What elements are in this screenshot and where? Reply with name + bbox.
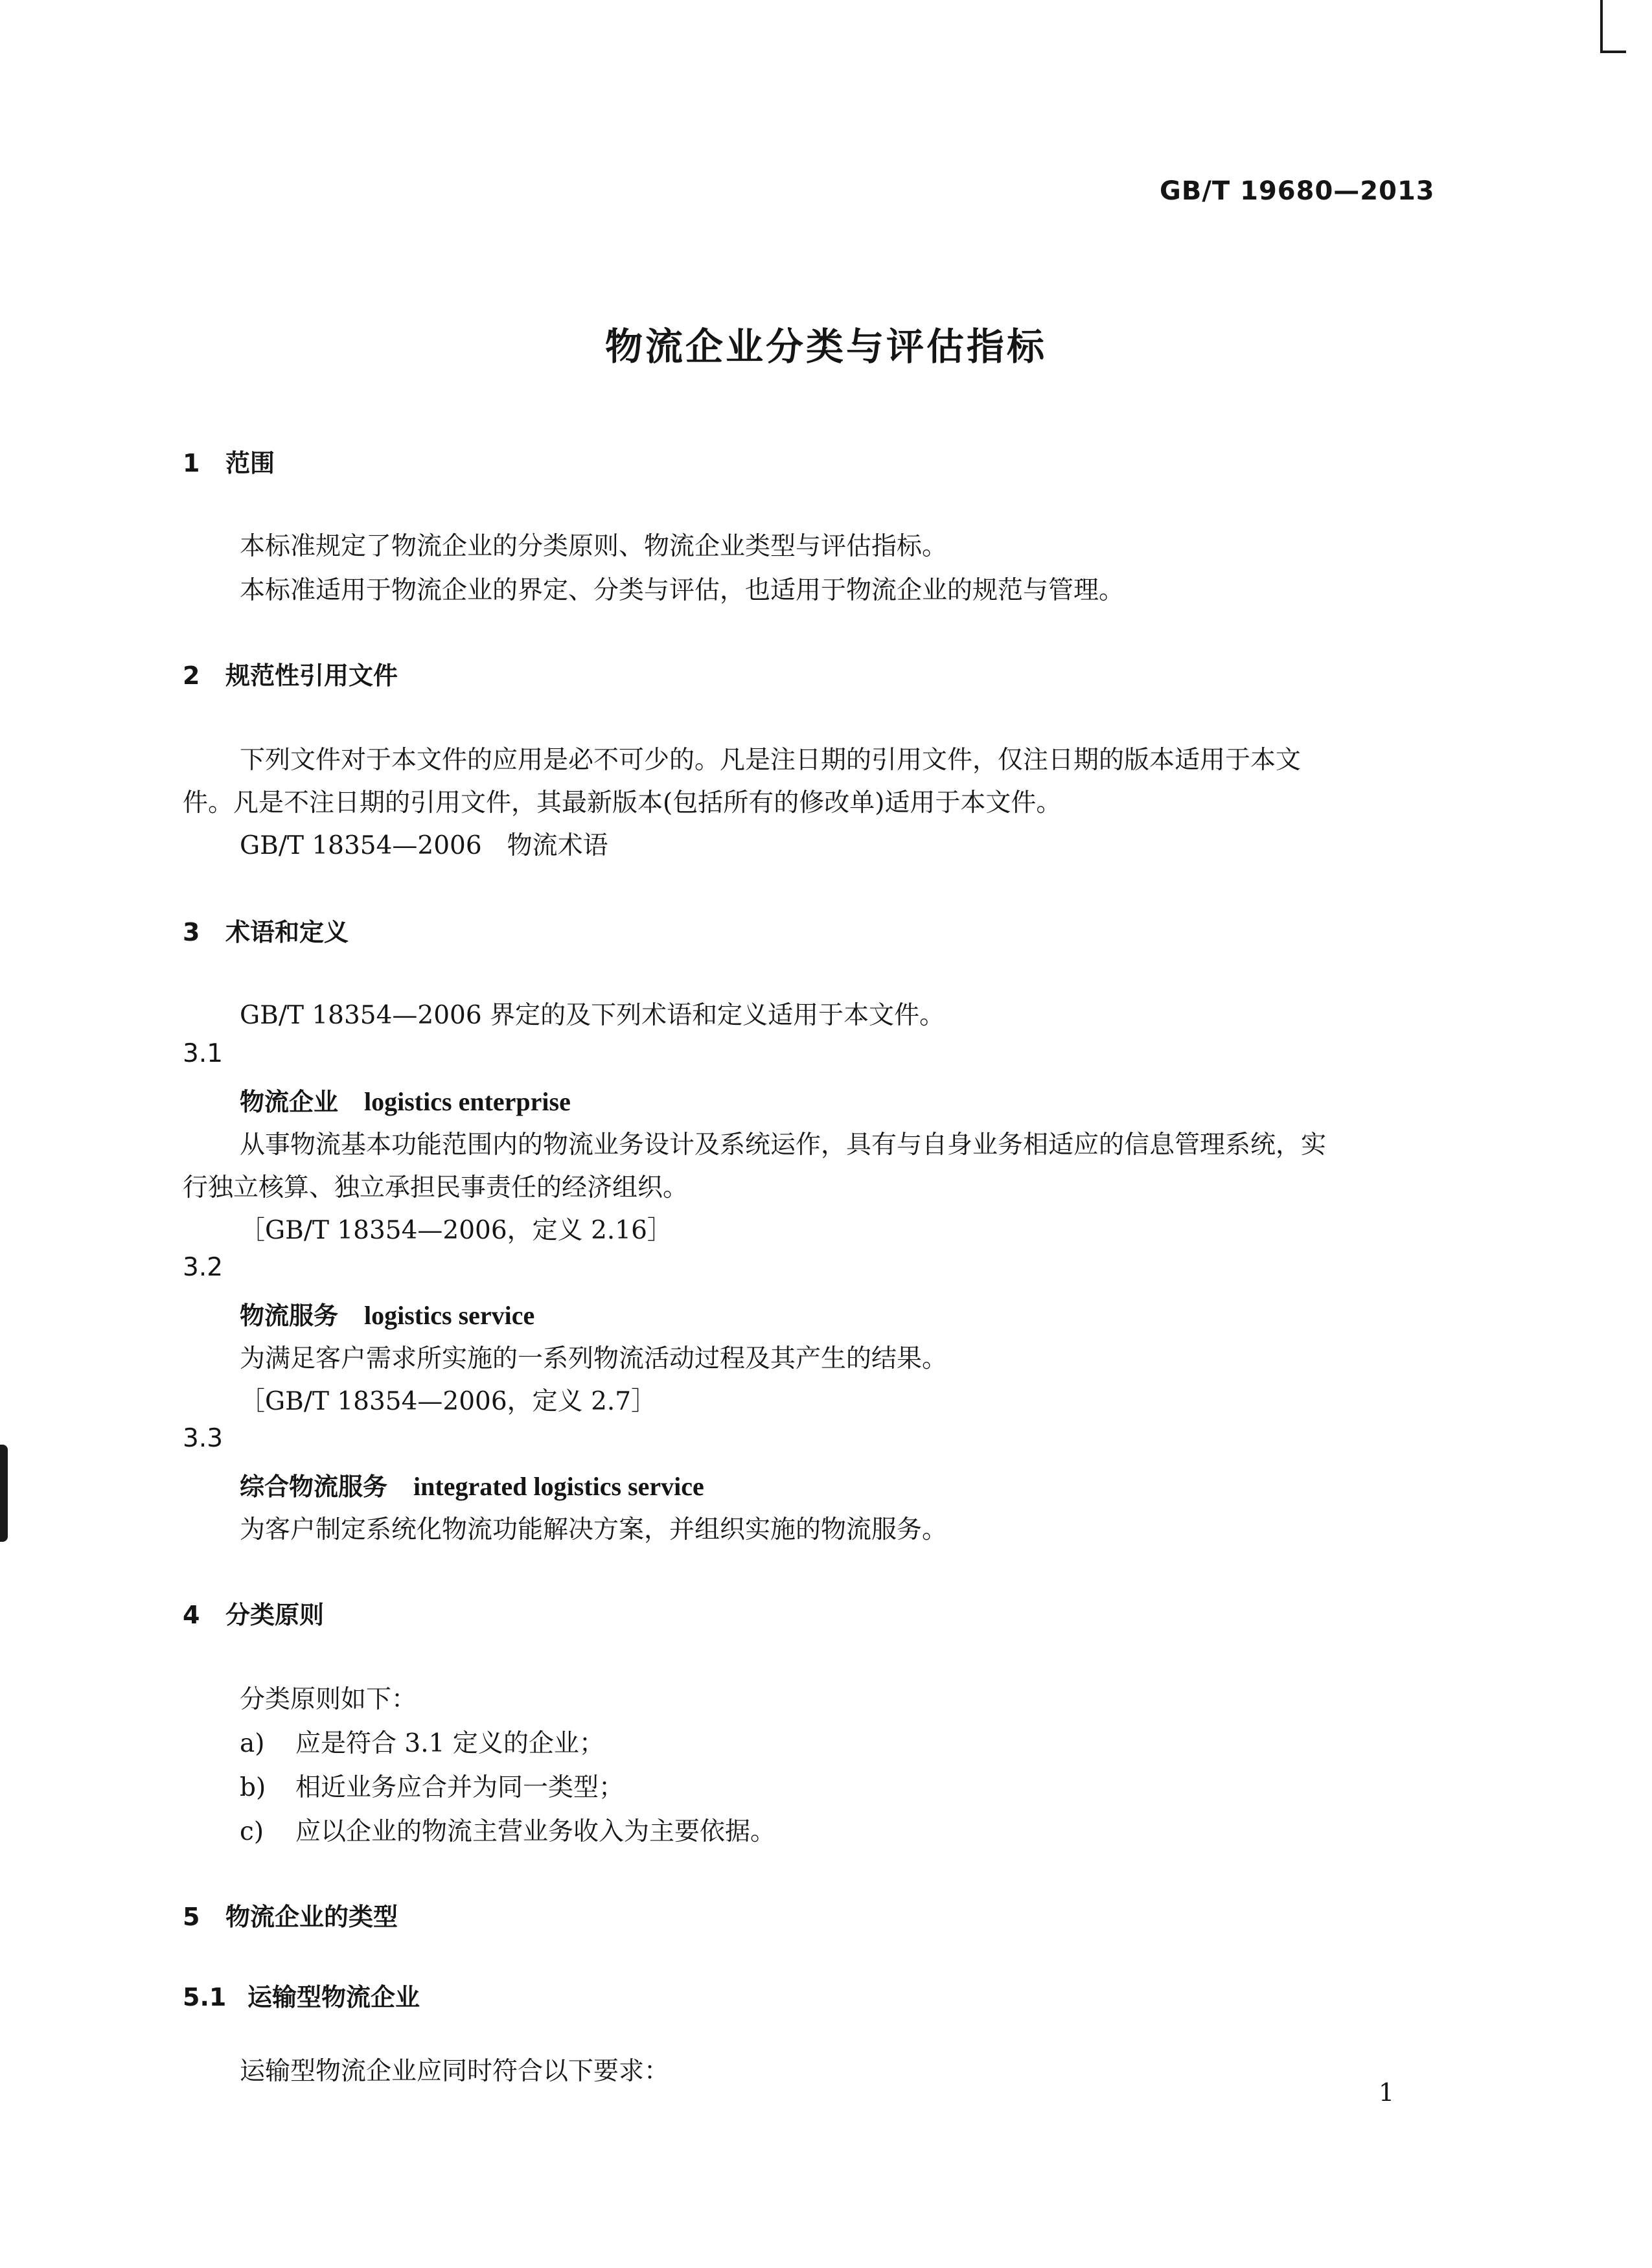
section-4-intro: 分类原则如下： — [240, 1685, 417, 1714]
term-chinese: 物流服务 — [240, 1301, 339, 1330]
section-number: 2 — [183, 661, 200, 690]
section-2-paragraph-line-2: 件。凡是不注日期的引用文件，其最新版本(包括所有的修改单)适用于本文件。 — [183, 788, 1062, 818]
section-5-1-paragraph: 运输型物流企业应同时符合以下要求： — [240, 2057, 670, 2086]
term-chinese: 综合物流服务 — [240, 1472, 388, 1501]
normative-reference: GB/T 18354—2006 物流术语 — [240, 831, 608, 860]
list-item — [240, 1767, 624, 1804]
section-number: 3 — [183, 918, 200, 946]
section-number: 1 — [183, 449, 200, 477]
list-item-text: 应以企业的物流主营业务收入为主要依据。 — [295, 1817, 776, 1846]
term-english: integrated logistics service — [413, 1472, 704, 1501]
term-3-3-number: 3.3 — [183, 1424, 224, 1453]
term-3-1-definition-line-1: 从事物流基本功能范围内的物流业务设计及系统运作，具有与自身业务相适应的信息管理系统，实 — [240, 1130, 1327, 1160]
term-3-2-definition: 为满足客户需求所实施的一系列物流活动过程及其产生的结果。 — [240, 1344, 948, 1373]
term-3-1-definition-line-2: 行独立核算、独立承担民事责任的经济组织。 — [183, 1173, 689, 1202]
term-3-2-source: ［GB/T 18354—2006，定义 2.7］ — [240, 1387, 657, 1416]
term-chinese: 物流企业 — [240, 1088, 339, 1116]
list-item-label: c) — [240, 1817, 264, 1846]
list-item-label: a) — [240, 1729, 265, 1758]
section-3-intro: GB/T 18354—2006 界定的及下列术语和定义适用于本文件。 — [240, 1001, 945, 1030]
section-4-heading — [183, 1595, 324, 1631]
term-3-2-number: 3.2 — [183, 1253, 224, 1282]
term-english: logistics enterprise — [364, 1087, 571, 1116]
standard-code: GB/T 19680—2013 — [1160, 176, 1435, 206]
section-1-paragraph-1: 本标准规定了物流企业的分类原则、物流企业类型与评估指标。 — [240, 532, 948, 561]
list-item-text: 应是符合 3.1 定义的企业； — [295, 1729, 604, 1758]
term-3-1 — [240, 1082, 571, 1117]
scan-edge-mark-top-right — [1600, 0, 1603, 53]
section-5-heading — [183, 1897, 398, 1932]
scan-edge-mark-left — [0, 1445, 8, 1542]
section-5-1-heading — [183, 1977, 420, 2013]
list-item-text: 相近业务应合并为同一类型； — [295, 1773, 625, 1802]
section-1-paragraph-2: 本标准适用于物流企业的界定、分类与评估，也适用于物流企业的规范与管理。 — [240, 576, 1125, 605]
section-2-paragraph-line-1: 下列文件对于本文件的应用是必不可少的。凡是注日期的引用文件，仅注日期的版本适用于本文 — [240, 746, 1302, 775]
term-3-1-number: 3.1 — [183, 1039, 224, 1068]
term-3-3 — [240, 1467, 704, 1502]
section-title: 分类原则 — [225, 1601, 325, 1629]
list-item — [240, 1811, 775, 1848]
scan-edge-mark-top-right-foot — [1600, 51, 1626, 53]
section-title: 物流企业的类型 — [225, 1903, 398, 1931]
section-title: 范围 — [225, 449, 275, 477]
section-title: 运输型物流企业 — [247, 1983, 420, 2011]
page-number: 1 — [1379, 2078, 1395, 2107]
section-number: 4 — [183, 1601, 200, 1629]
list-item-label: b) — [240, 1773, 266, 1802]
section-3-heading — [183, 912, 349, 948]
section-number: 5 — [183, 1903, 200, 1931]
section-title: 规范性引用文件 — [225, 661, 398, 690]
document-title: 物流企业分类与评估指标 — [604, 325, 1047, 369]
term-3-3-definition: 为客户制定系统化物流功能解决方案，并组织实施的物流服务。 — [240, 1515, 948, 1544]
term-3-1-source: ［GB/T 18354—2006，定义 2.16］ — [240, 1216, 672, 1245]
section-2-heading — [183, 656, 398, 691]
term-english: logistics service — [364, 1301, 535, 1330]
list-item — [240, 1723, 604, 1759]
section-title: 术语和定义 — [225, 918, 349, 946]
section-1-heading — [183, 443, 275, 479]
term-3-2 — [240, 1296, 534, 1331]
section-number: 5.1 — [183, 1983, 227, 2011]
